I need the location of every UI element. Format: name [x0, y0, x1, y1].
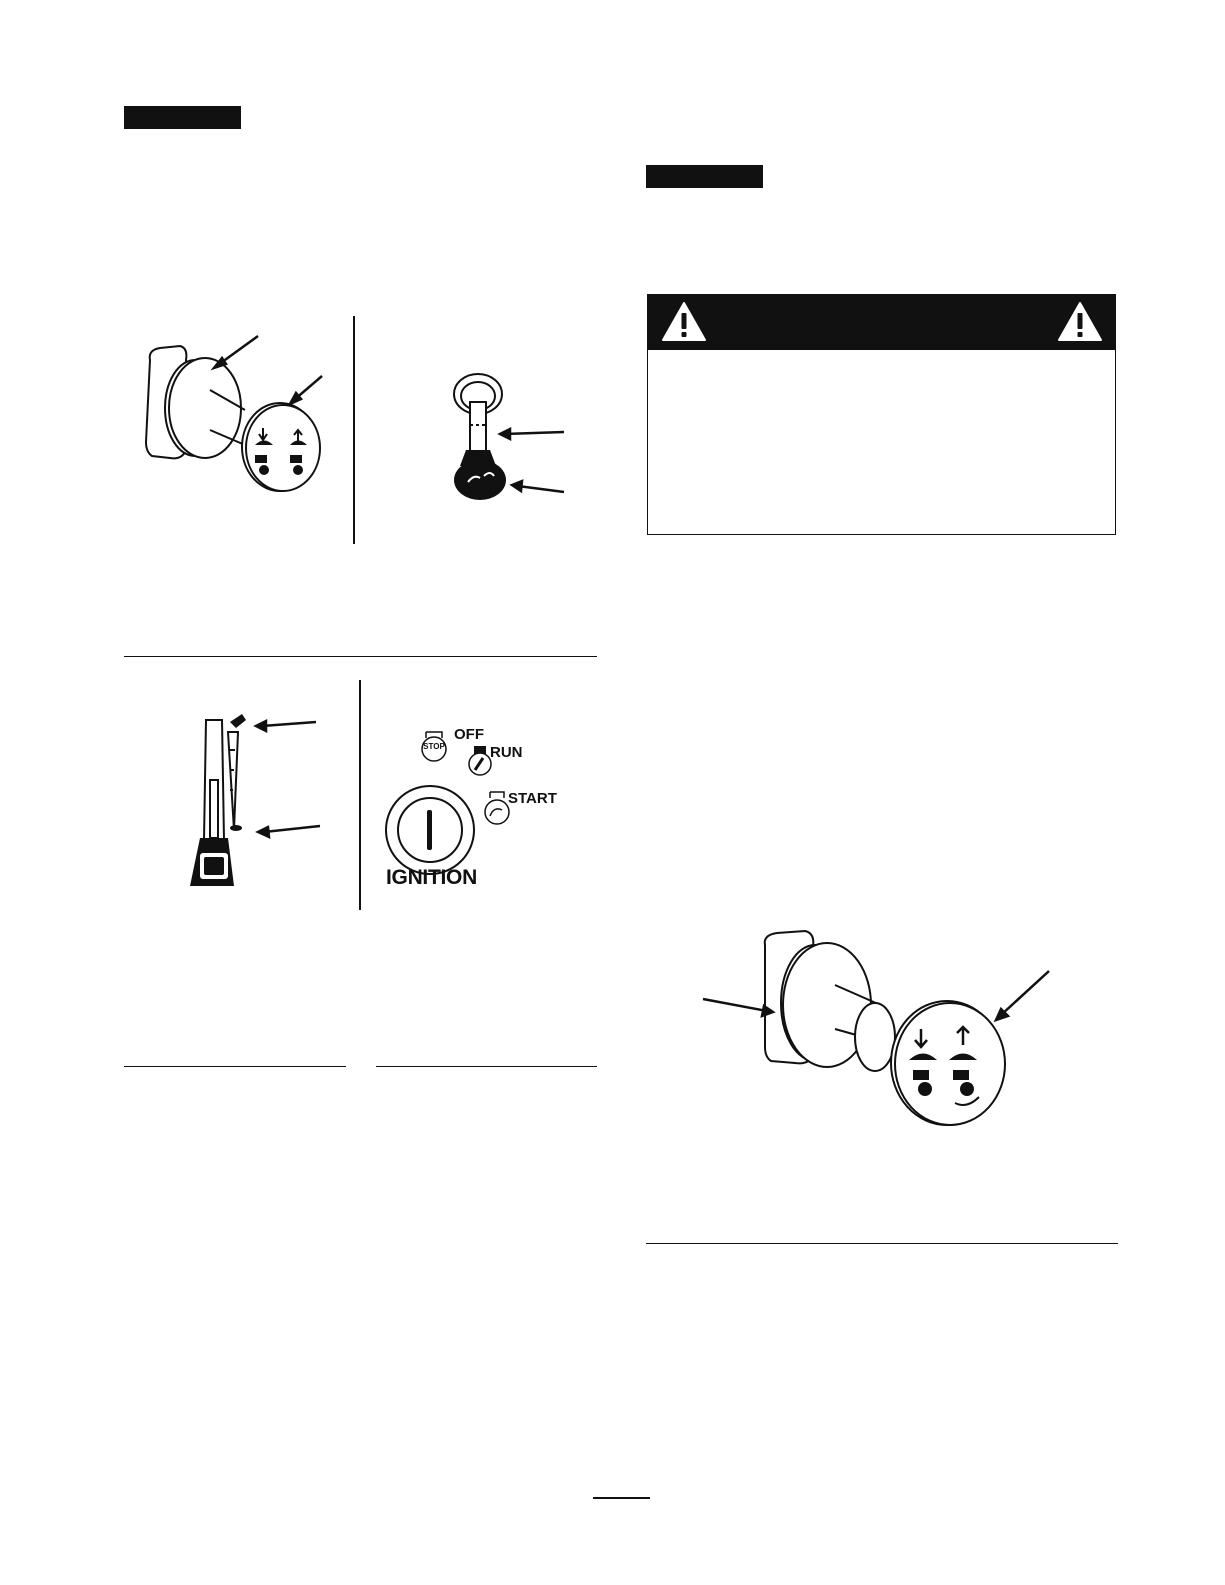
pto-switch-figure-left — [130, 320, 340, 510]
choke-figure — [440, 370, 580, 510]
figure-rule-2a — [124, 1066, 346, 1067]
ignition-switch-icon — [380, 780, 480, 880]
throttle-figure — [180, 710, 330, 895]
warning-triangle-icon — [1056, 300, 1104, 344]
section-heading-bar-right — [646, 165, 763, 188]
warning-box — [647, 294, 1116, 535]
choke-knob-icon — [454, 450, 506, 500]
warning-triangle-icon — [660, 300, 708, 344]
figure-rule-3 — [646, 1243, 1118, 1244]
callout-arrow-icon — [500, 429, 564, 492]
position-run-label: RUN — [490, 744, 523, 761]
figure-rule-2b — [376, 1066, 597, 1067]
ignition-label: IGNITION — [386, 866, 477, 889]
throttle-lever-icon — [190, 838, 234, 886]
position-start-label: START — [508, 790, 557, 807]
figure-divider-upper — [353, 316, 355, 544]
callout-arrow-icon — [256, 721, 320, 837]
figure-divider-lower — [359, 680, 361, 910]
page-number-rule — [593, 1497, 650, 1499]
position-off-label: OFF — [454, 726, 484, 743]
section-heading-bar-left — [124, 106, 241, 129]
figure-rule-1 — [124, 656, 597, 657]
pto-switch-figure-large — [695, 925, 1065, 1130]
stop-badge: STOP — [423, 742, 445, 751]
ignition-figure — [380, 720, 580, 900]
warning-header — [648, 295, 1115, 350]
